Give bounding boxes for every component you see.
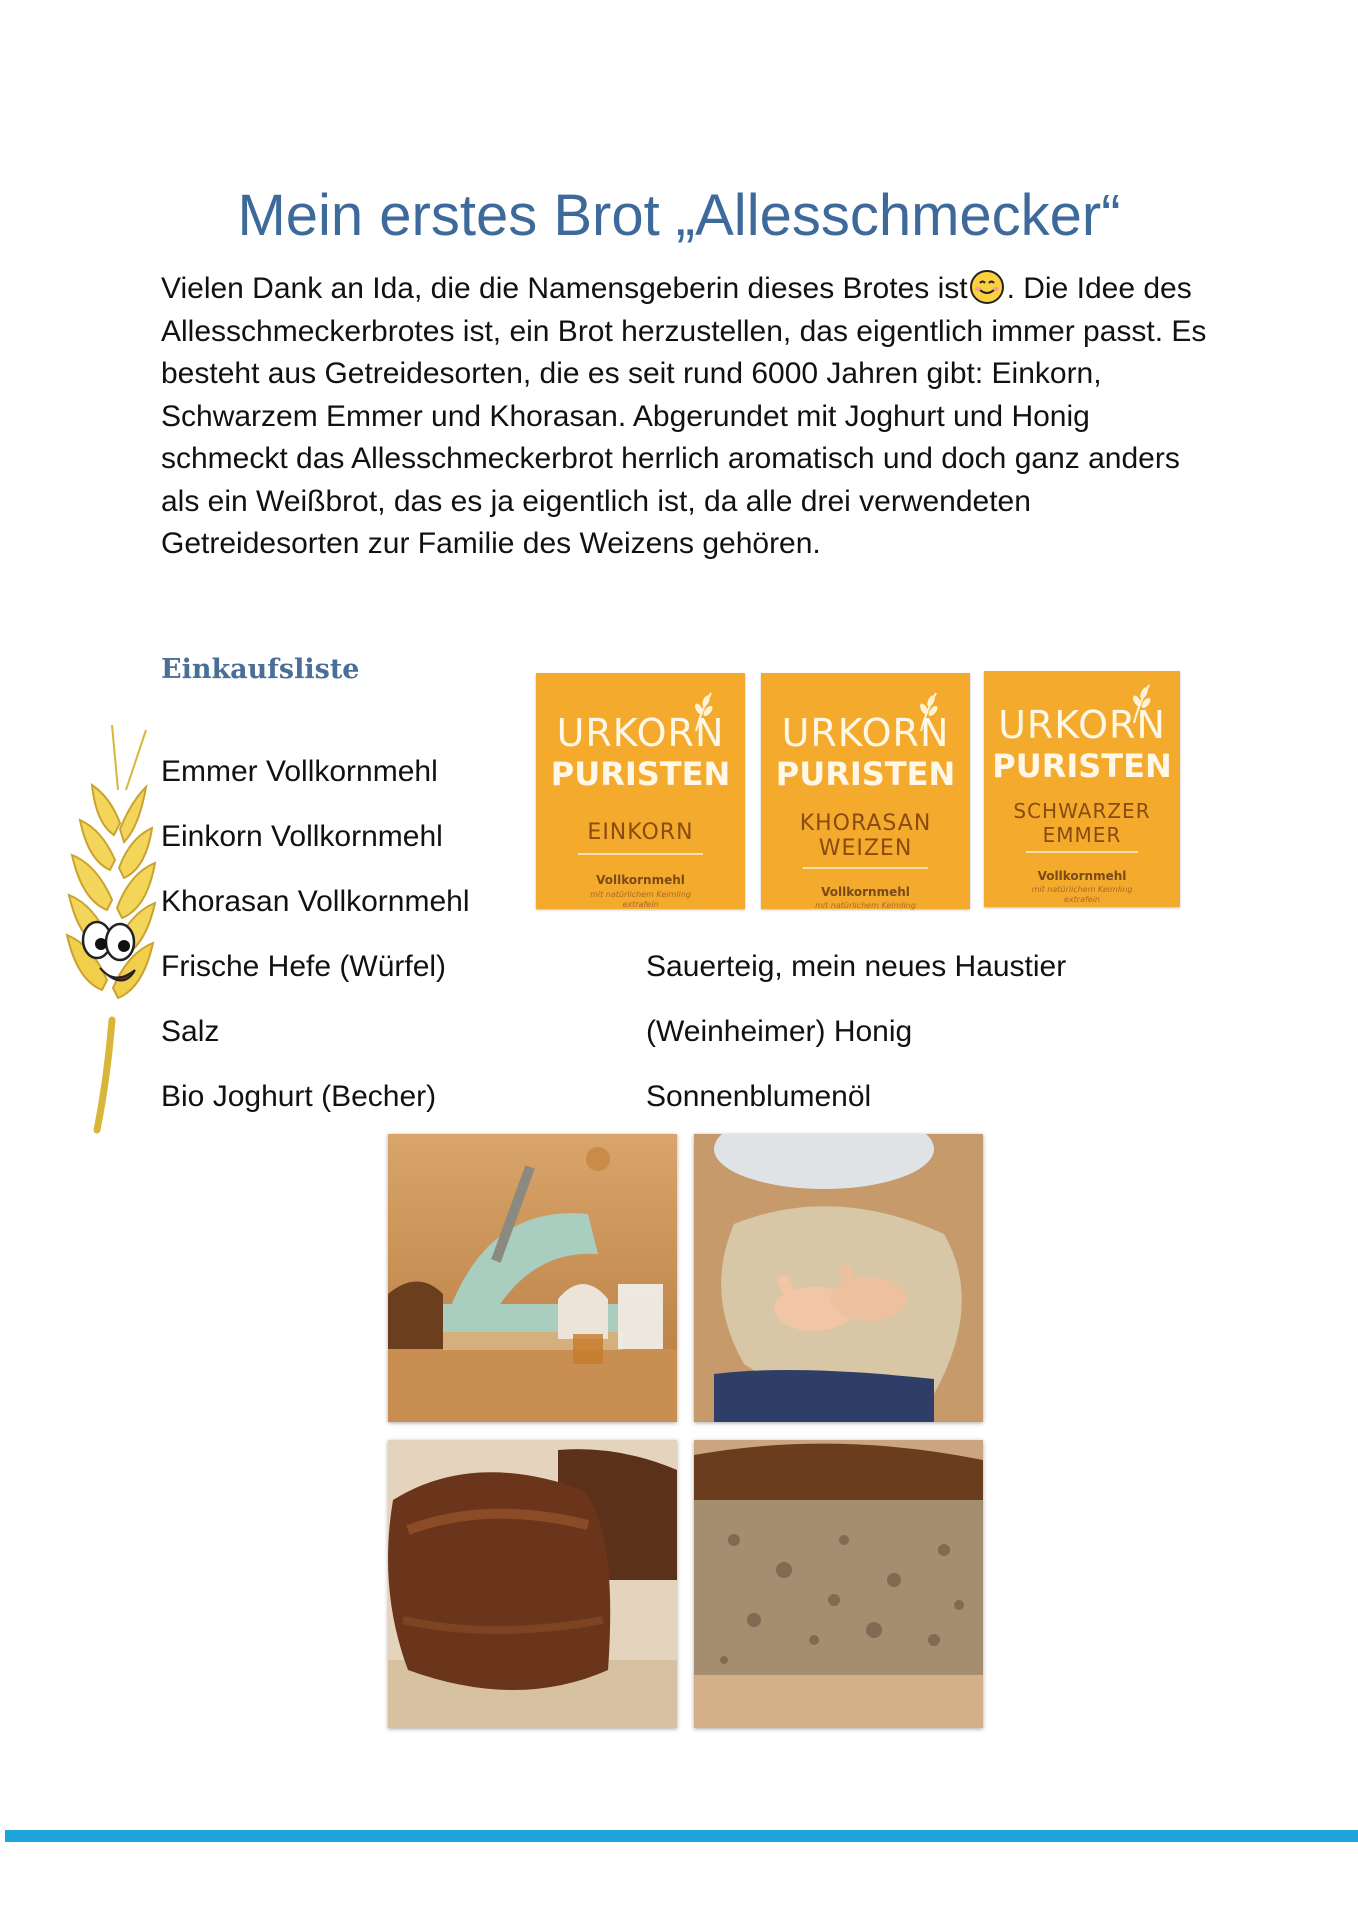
intro-text-1: Vielen Dank an Ida, die die Namensgeberin dieses Brotes ist [161, 272, 968, 305]
pack-type: Vollkornmehl [1037, 869, 1127, 883]
pack-brand-sub: PURISTEN [992, 747, 1172, 785]
shopping-item-sourdough: Sauerteig, mein neues Haustier [646, 950, 1067, 983]
pack-note-2: extrafein [1063, 895, 1100, 904]
photo-bread-crumb [694, 1440, 983, 1728]
shopping-item-einkorn: Einkorn Vollkornmehl [161, 820, 443, 853]
shopping-item-emmer: Emmer Vollkornmehl [161, 755, 438, 788]
pack-grain-line2: EMMER [1042, 823, 1122, 847]
pack-type: Vollkornmehl [821, 885, 910, 899]
smiley-icon [969, 269, 1005, 305]
pack-brand-sub: PURISTEN [775, 755, 956, 793]
wheat-mascot-illustration [52, 720, 172, 1140]
shopping-item-oil: Sonnenblumenöl [646, 1080, 872, 1113]
pack-grain-line1: SCHWARZER [1013, 799, 1151, 823]
pack-note: mit natürlichem Keimling [815, 901, 916, 910]
pack-brand-sub: PURISTEN [550, 755, 731, 793]
pack-brand: URKORN [998, 703, 1166, 747]
flour-pack-schwarzer-emmer [984, 671, 1180, 907]
pack-brand: URKORN [781, 711, 950, 755]
pack-note: mit natürlichem Keimling [590, 890, 691, 899]
intro-paragraph [161, 268, 1211, 566]
photo-bread-loaves [388, 1440, 677, 1728]
pack-grain-line2: WEIZEN [818, 836, 913, 861]
shopping-item-yogurt: Bio Joghurt (Becher) [161, 1080, 437, 1113]
pack-note: mit natürlichem Keimling [1031, 885, 1133, 894]
shopping-item-salt: Salz [161, 1015, 220, 1048]
pack-type: Vollkornmehl [596, 873, 685, 887]
shopping-item-yeast: Frische Hefe (Würfel) [161, 950, 447, 983]
pack-grain: EINKORN [587, 820, 694, 845]
footer-bar [5, 1830, 1358, 1842]
pack-divider [1026, 851, 1138, 853]
pack-divider [578, 853, 703, 855]
pack-brand: URKORN [556, 711, 725, 755]
intro-text-2: . Die Idee des Allesschmeckerbrotes ist, ein Brot herzustellen, das eigentlich immer passt. Es besteht aus Getreidesorten, die es seit rund 6000 Jahren gibt: Einkorn, Schwarzem Emmer und Khorasan. Abgerundet mit Joghurt und Honig schmeckt das Allesschmeckerbrot herrlich aromatisch und doch ganz anders als ein Weißbrot, das es ja eigentlich ist, da alle drei verwendeten Getreidesorten zur Familie des Weizens gehören. [161, 272, 1207, 560]
flour-pack-khorasan [761, 673, 970, 909]
pack-note-2: extrafein [622, 900, 659, 909]
flour-pack-einkorn [536, 673, 745, 909]
photo-kneading-dough [694, 1134, 983, 1422]
shopping-item-khorasan: Khorasan Vollkornmehl [161, 885, 470, 918]
photo-bread-slicer [388, 1134, 677, 1422]
pack-divider [803, 867, 928, 869]
pack-grain-line1: KHORASAN [799, 811, 932, 836]
page-title: Mein erstes Brot „Allesschmecker“ [237, 183, 1121, 248]
shopping-item-honey: (Weinheimer) Honig [646, 1015, 913, 1048]
shopping-list-heading: Einkaufsliste [161, 654, 360, 685]
